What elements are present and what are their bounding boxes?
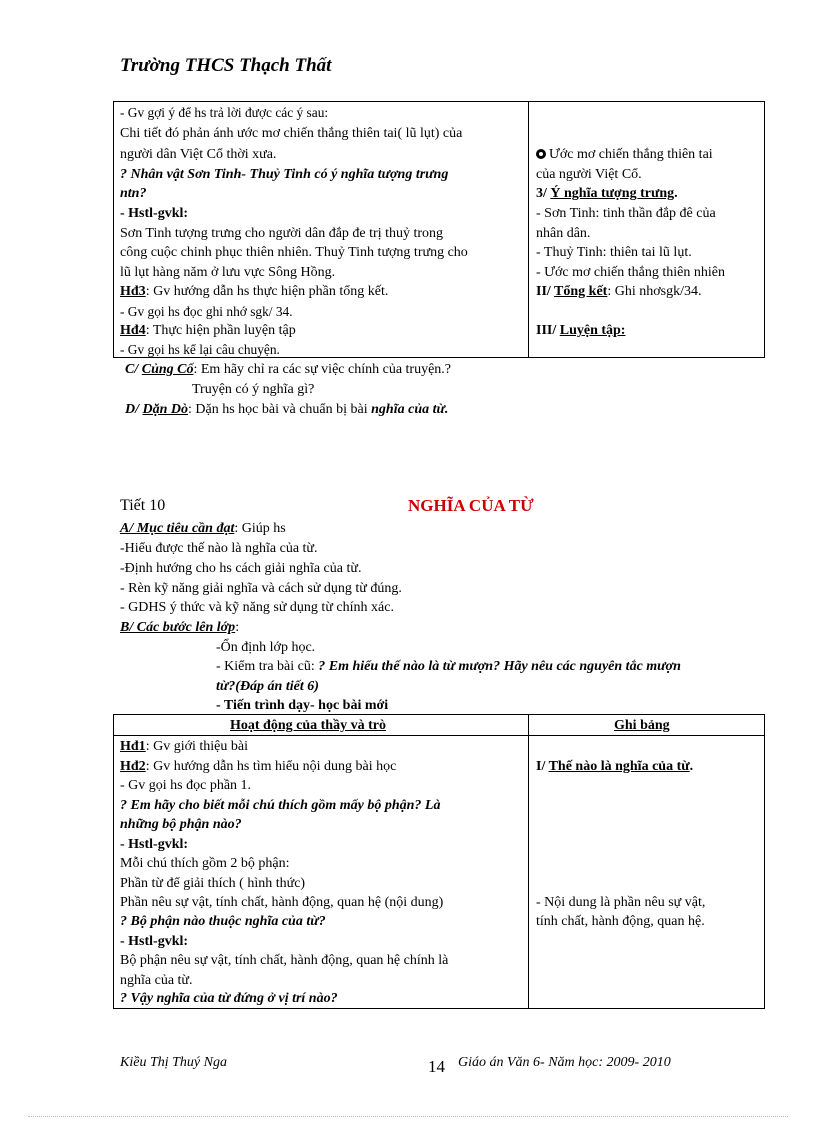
table-2-line: Bộ phận nêu sự vật, tính chất, hành động, quan hệ chính là (120, 953, 449, 968)
question: ? Vậy nghĩa của từ đứng ở vị trí nào? (120, 991, 338, 1006)
table-1-line: Sơn Tinh tượng trưng cho người dân đắp đe trị thuỷ trong (120, 226, 444, 241)
activity-label: Hđ4 (120, 323, 146, 338)
section-heading: I/ Thế nào là nghĩa của từ. (536, 759, 694, 774)
table-2-line: Phần từ để giải thích ( hình thức) (120, 876, 306, 891)
step-item: -Ổn định lớp học. (216, 640, 316, 655)
objective-item: - GDHS ý thức và kỹ năng sử dụng từ chính xác. (120, 600, 394, 615)
steps-heading: B/ Các bước lên lớp: (120, 620, 240, 635)
flower-bullet-icon (536, 149, 546, 159)
question: ? Nhân vật Sơn Tinh- Thuỷ Tinh có ý nghĩa tượng trưng (120, 167, 449, 182)
cung-co: C/ Củng Cố: Em hãy chỉ ra các sự việc chính của truyện.? (125, 362, 452, 377)
cung-co-line-2: Truyện có ý nghĩa gì? (192, 382, 315, 397)
table-1-line: Chi tiết đó phản ánh ước mơ chiến thắng thiên tai( lũ lụt) của (120, 126, 463, 141)
section-heading: II/ Tổng kết: Ghi nhơsgk/34. (536, 284, 702, 299)
page-edge-rule (28, 1116, 788, 1117)
step-item: từ?(Đáp án tiết 6) (216, 679, 319, 694)
table-1-line: - Gv gọi hs kể lại câu chuyện. (120, 342, 280, 357)
activity-2: Hđ2: Gv hướng dẫn hs tìm hiểu nội dung bài học (120, 759, 397, 774)
table-2-line: Phần nêu sự vật, tính chất, hành động, quan hệ (nội dung) (120, 895, 444, 910)
question: những bộ phận nào? (120, 817, 242, 832)
hstl-label: - Hstl-gvkl: (120, 837, 189, 852)
note-line: - Sơn Tinh: tinh thần đắp đê của (536, 206, 716, 221)
step-item: - Kiểm tra bài cũ: ? Em hiểu thế nào là từ mượn? Hãy nêu các nguyên tắc mượn (216, 659, 681, 674)
note-line: Ước mơ chiến thắng thiên tai (536, 145, 713, 165)
section-heading: III/ Luyện tập: (536, 323, 626, 338)
table-2-divider (528, 714, 529, 1008)
question: ? Em hãy cho biết mỗi chú thích gồm mấy bộ phận? Là (120, 798, 441, 813)
page-number: 14 (428, 1057, 445, 1076)
activity-label: Hđ3 (120, 284, 146, 299)
note-line: nhân dân. (536, 226, 591, 241)
dan-do: D/ Dặn Dò: Dặn hs học bài và chuẩn bị bài nghĩa của từ. (125, 402, 449, 417)
table-1-line: - Gv gọi hs đọc ghi nhớ sgk/ 34. (120, 304, 293, 319)
footer-author: Kiều Thị Thuý Nga (120, 1055, 227, 1070)
activity-4 (120, 321, 296, 341)
table-2-line: Mỗi chú thích gồm 2 bộ phận: (120, 856, 290, 871)
activity-text: : Thực hiện phần luyện tập (145, 323, 296, 338)
activity-3 (120, 282, 388, 302)
table-1-divider (528, 101, 529, 357)
table-1-line: - Gv gợi ý để hs trả lời được các ý sau: (120, 105, 329, 120)
objective-item: -Định hướng cho hs cách giải nghĩa của từ. (120, 561, 362, 576)
note-line: của người Việt Cổ. (536, 167, 642, 182)
note-line: - Thuỷ Tinh: thiên tai lũ lụt. (536, 245, 692, 260)
table-2-line: nghĩa của từ. (120, 973, 193, 988)
note-line: tính chất, hành động, quan hệ. (536, 914, 705, 929)
school-name: Trường THCS Thạch Thất (120, 55, 332, 76)
activity-1: Hđ1: Gv giới thiệu bài (120, 739, 248, 754)
objectives-heading: A/ Mục tiêu cần đạt: Giúp hs (120, 521, 286, 536)
hstl-label: - Hstl-gvkl: (120, 206, 189, 221)
activity-text: : Gv hướng dẫn hs thực hiện phần tổng kết. (145, 284, 389, 299)
footer-course: Giáo án Văn 6- Năm học: 2009- 2010 (458, 1055, 671, 1070)
hstl-label: - Hstl-gvkl: (120, 934, 189, 949)
note-line: - Ước mơ chiến thắng thiên nhiên (536, 265, 725, 280)
table-1-line: công cuộc chinh phục thiên nhiên. Thuỷ Tinh tượng trưng cho (120, 245, 468, 260)
table-2-line: - Gv gọi hs đọc phần 1. (120, 778, 252, 793)
question: ? Bộ phận nào thuộc nghĩa của từ? (120, 914, 326, 929)
table-1-line: người dân Việt Cổ thời xưa. (120, 147, 277, 162)
table-1-line: lũ lụt hàng năm ở lưu vực Sông Hồng. (120, 265, 336, 280)
table-2-header-left: Hoạt động của thầy và trò (230, 718, 386, 733)
note-line: - Nội dung là phần nêu sự vật, (536, 895, 706, 910)
step-item: - Tiến trình dạy- học bài mới (216, 698, 389, 713)
lesson-number: Tiết 10 (120, 497, 166, 514)
objective-item: - Rèn kỹ năng giải nghĩa và cách sử dụng từ đúng. (120, 581, 402, 596)
lesson-title: NGHĨA CỦA TỪ (408, 496, 534, 515)
objective-item: -Hiểu được thế nào là nghĩa của từ. (120, 541, 318, 556)
question: ntn? (120, 186, 147, 201)
section-heading: 3/ Ý nghĩa tượng trưng. (536, 186, 678, 201)
table-2-header-right: Ghi bảng (614, 718, 670, 733)
